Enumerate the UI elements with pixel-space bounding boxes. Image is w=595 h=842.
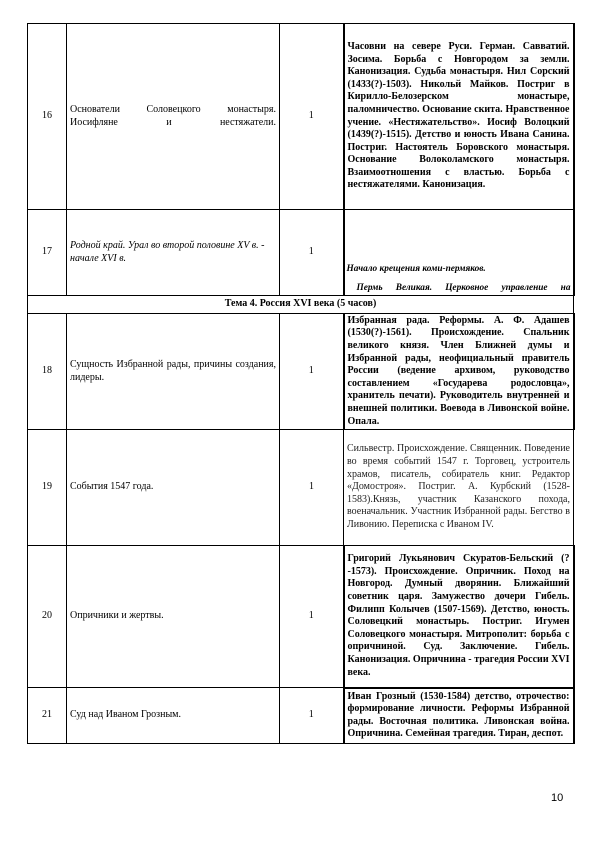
table-row-17 bbox=[28, 210, 574, 296]
lesson-hours: 1 bbox=[280, 546, 344, 688]
lesson-hours: 1 bbox=[280, 210, 344, 296]
lesson-hours: 1 bbox=[280, 24, 344, 210]
lesson-number: 17 bbox=[28, 210, 67, 296]
section-header-row bbox=[28, 296, 574, 314]
lesson-plan-table bbox=[27, 23, 575, 744]
lesson-content: Григорий Лукьянович Скуратов-Бельский (?-1573). Происхождение. Опричник. Поход на Новгород. Думный дворянин. Ближайший советник царя. Замужество дочери Гибель. Филипп Колычев (1507-1569). Детство, юность. Соловецкий монастырь. Постриг. Игумен Соловецкого монастыря. Митрополит: борьба с опричниной. Суд. Заключение. Гибель. Канонизация. Опричнина - трагедия России XVI века. bbox=[344, 546, 574, 688]
lesson-number: 16 bbox=[28, 24, 67, 210]
lesson-topic: Опричники и жертвы. bbox=[67, 546, 280, 688]
lesson-number: 20 bbox=[28, 546, 67, 688]
lesson-hours: 1 bbox=[280, 430, 344, 546]
lesson-topic: Сущность Избранной рады, причины создания, лидеры. bbox=[67, 314, 280, 430]
section-title: Тема 4. Россия XVI века (5 часов) bbox=[28, 296, 574, 314]
table-row-16 bbox=[28, 24, 574, 210]
lesson-topic: Основатели Соловецкого монастыря. Иосифляне и нестяжатели. bbox=[67, 24, 280, 210]
lesson-content: Часовни на севере Руси. Герман. Савватий. Зосима. Борьба с Новгородом за земли. Канонизация. Судьба монастыря. Нил Сорский (1433(?)-1503). Никольй Майков. Постриг в Кирилло-Белозерском монастыре, паломничество. Основание скита. Нравственное учение. «Нестяжательство». Иосиф Волоцкий (1439(?)-1515). Детство и юность Ивана Санина. Постриг. Настоятель Боровского монастыря. Основание Волоколамского монастыря. Взаимоотношения с властью. Борьба с нестяжателями. Канонизация. bbox=[344, 24, 574, 210]
table-row-19 bbox=[28, 430, 574, 546]
lesson-hours: 1 bbox=[280, 314, 344, 430]
lesson-number: 18 bbox=[28, 314, 67, 430]
page-number: 10 bbox=[551, 792, 564, 804]
lesson-content bbox=[344, 210, 574, 296]
content-line: Начало крещения коми-пермяков. bbox=[346, 264, 486, 274]
lesson-topic: События 1547 года. bbox=[67, 430, 280, 546]
table-row-18 bbox=[28, 314, 574, 430]
lesson-topic: Суд над Иваном Грозным. bbox=[67, 688, 280, 744]
lesson-content: Избранная рада. Реформы. А. Ф. Адашев (1530(?)-1561). Происхождение. Спальник великого князя. Член Ближней думы и Избранной рады, неофициальный правитель России (ведение архивом, руководство составлением «Государева родословца», хранитель печати). Руководитель внутренней и внешней политики. Воевода в Ливонской войне. Опала. bbox=[344, 314, 574, 430]
lesson-content: Иван Грозный (1530-1584) детство, отрочество: формирование личности. Реформы Избранной рады. Восточная политика. Ливонская война. Опричнина. Семейная трагедия. Тиран, деспот. bbox=[344, 688, 574, 744]
lesson-number: 19 bbox=[28, 430, 67, 546]
lesson-topic: Родной край. Урал во второй половине XV в. - начале XVI в. bbox=[67, 210, 280, 296]
lesson-number: 21 bbox=[28, 688, 67, 744]
content-line: Пермь Великая. Церковное управление на bbox=[356, 283, 571, 293]
lesson-content: Сильвестр. Происхождение. Священник. Поведение во время событий 1547 г. Торговец, устроитель храмов, писатель, собиратель книг. Редактор «Домостроя». Постриг. А. Курбский (1528-1583).Князь, участник Казанского похода, военачальник. Участник Избранной рады. Бегство в Ливонию. Переписка с Иваном IV. bbox=[344, 430, 574, 546]
table-row-20 bbox=[28, 546, 574, 688]
table-row-21 bbox=[28, 688, 574, 744]
lesson-hours: 1 bbox=[280, 688, 344, 744]
